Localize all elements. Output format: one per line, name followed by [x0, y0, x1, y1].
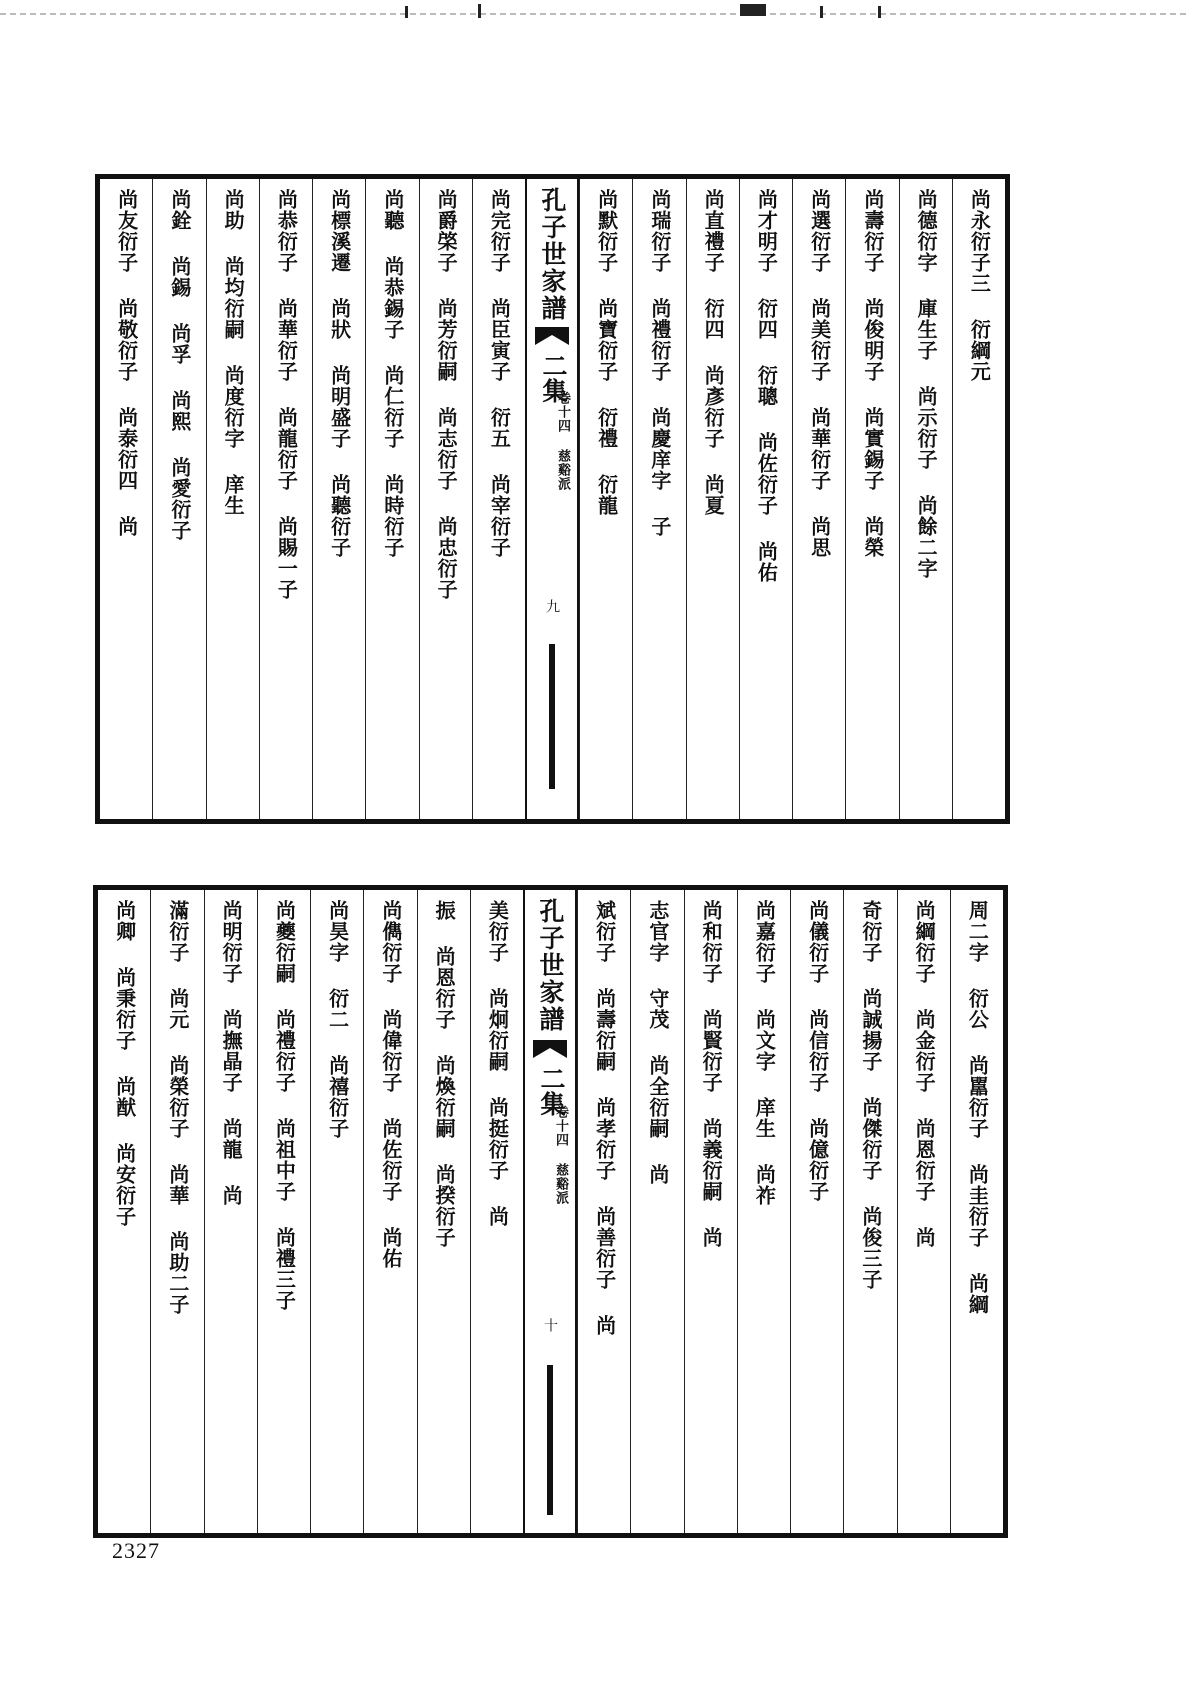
text-column: 尚昊字 衍二 尚禧衍子	[310, 890, 363, 1533]
text-column: 周二字 衍公 尚嚚衍子 尚圭衍子 尚綱	[950, 890, 1003, 1533]
text-column: 尚明衍子 尚撫晶子 尚龍 尚	[204, 890, 257, 1533]
fishtail-mark-icon	[533, 1040, 567, 1058]
page-number: 2327	[112, 1538, 160, 1563]
margin-bar	[549, 644, 555, 789]
genealogy-page-lower	[93, 885, 1008, 1538]
text-column: 尚夔衍嗣 尚禮衍子 尚祖中子 尚禮三子	[257, 890, 310, 1533]
text-column: 尚和衍子 尚賢衍子 尚義衍嗣 尚	[684, 890, 737, 1533]
text-column: 尚德衍字 庫生子 尚示衍子 尚餘二字	[899, 179, 952, 819]
center-margin-label	[523, 890, 577, 1533]
text-column: 尚儁衍子 尚偉衍子 尚佐衍子 尚佑	[363, 890, 416, 1533]
center-margin-label	[525, 179, 579, 819]
text-column: 滿衍子 尚元 尚榮衍子 尚華 尚助二子	[150, 890, 203, 1533]
text-column: 尚才明子 衍四 衍聰 尚佐衍子 尚佑	[739, 179, 792, 819]
text-column: 振 尚恩衍子 尚煥衍嗣 尚揆衍子	[417, 890, 470, 1533]
text-column: 奇衍子 尚誠揚子 尚傑衍子 尚俊三子	[843, 890, 896, 1533]
text-column: 尚卿 尚秉衍子 尚猷 尚安衍子	[112, 900, 137, 1227]
text-column: 尚完衍子 尚臣寅子 衍五 尚宰衍子	[472, 179, 525, 819]
text-column: 尚選衍子 尚美衍子 尚華衍子 尚思	[792, 179, 845, 819]
text-column: 美衍子 尚炯衍嗣 尚挺衍子 尚	[470, 890, 523, 1533]
folio-number: 十	[542, 1318, 558, 1332]
volume-label: 卷十四 慈谿派	[553, 1105, 568, 1205]
text-column: 志官字 守茂 尚全衍嗣 尚	[630, 890, 683, 1533]
text-column: 尚友衍子 尚敬衍子 尚泰衍四 尚	[114, 189, 139, 537]
text-column: 尚嘉衍子 尚文字 庠生 尚祚	[737, 890, 790, 1533]
folio-number: 九	[544, 599, 560, 613]
text-column: 尚儀衍子 尚信衍子 尚億衍子	[790, 890, 843, 1533]
series-label: 二集	[537, 1066, 566, 1116]
text-column: 尚爵棨子 尚芳衍嗣 尚志衍子 尚忠衍子	[419, 179, 472, 819]
book-title: 孔子世家譜	[538, 187, 567, 322]
text-column: 尚永衍子三 衍綱元	[952, 179, 1005, 819]
series-label: 二集	[539, 353, 568, 403]
text-column: 尚默衍子 尚寶衍子 衍禮 衍龍	[579, 179, 632, 819]
fishtail-mark-icon	[535, 327, 569, 345]
text-column: 尚標溪遷 尚狀 尚明盛子 尚聽衍子	[312, 179, 365, 819]
text-column: 尚瑞衍子 尚禮衍子 尚慶庠字 子	[632, 179, 685, 819]
scan-artifact-marks	[0, 0, 1190, 20]
volume-label: 卷十四 慈谿派	[555, 391, 570, 491]
margin-bar	[547, 1365, 553, 1515]
text-column: 尚綱衍子 尚金衍子 尚恩衍子 尚	[897, 890, 950, 1533]
genealogy-page-upper	[95, 174, 1010, 824]
book-title: 孔子世家譜	[536, 898, 565, 1033]
text-column: 尚恭衍子 尚華衍子 尚龍衍子 尚賜一子	[259, 179, 312, 819]
text-column: 尚直禮子 衍四 尚彥衍子 尚夏	[686, 179, 739, 819]
text-column: 尚聽 尚恭錫子 尚仁衍子 尚時衍子	[365, 179, 418, 819]
text-column: 尚銓 尚錫 尚孚 尚熙 尚愛衍子	[152, 179, 205, 819]
text-column: 斌衍子 尚壽衍嗣 尚孝衍子 尚善衍子 尚	[577, 890, 630, 1533]
text-column: 尚壽衍子 尚俊明子 尚實錫子 尚榮	[845, 179, 898, 819]
text-column: 尚助 尚均衍嗣 尚度衍字 庠生	[206, 179, 259, 819]
